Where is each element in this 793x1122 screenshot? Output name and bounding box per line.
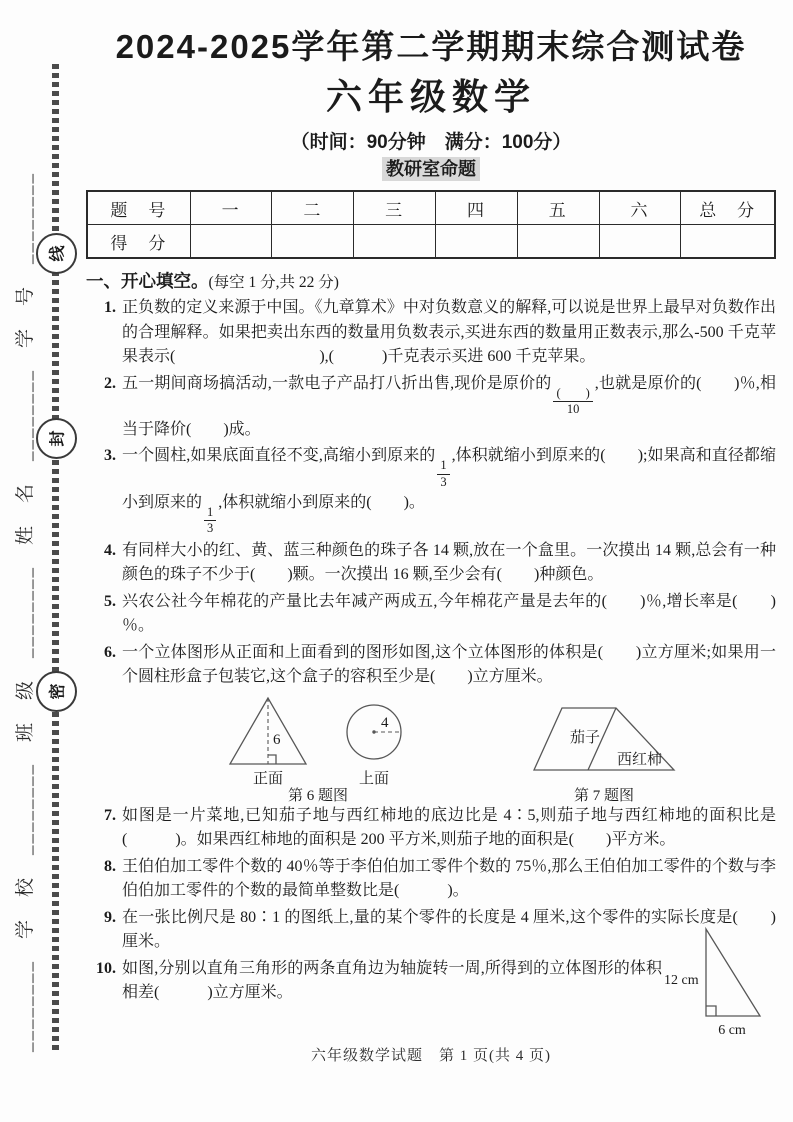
question-text: 有同样大小的红、黄、蓝三种颜色的珠子各 14 颗,放在一个盒里。一次摸出 14 颗,总会有一种颜色的珠子不少于( )颗。一次摸出 16 颗,至少会有( )种颜色。 [122,541,776,584]
question-text: 如图是一片菜地,已知茄子地与西红柿地的底边比是 4∶5,则茄子地与西红柿地的面积比是( )。如果西红柿地的面积是 200 平方米,则茄子地的面积是( )平方米。 [122,806,776,849]
section-note: (每空 1 分,共 22 分) [208,274,339,292]
question-5 [86,590,776,639]
question-number: 7. [104,806,116,824]
binding-dotted-line [52,64,59,1052]
score-cell [190,225,272,259]
question-8 [86,855,776,904]
score-table-header-row [87,191,775,225]
header-col-1: 一 [190,191,272,225]
seal-circle-feng [36,418,77,459]
score-cell [272,225,354,259]
header-question-no: 题 号 [87,191,190,225]
header-total: 总 分 [681,191,775,225]
seal-char: 线 [49,245,67,262]
question-2 [86,372,776,443]
header-col-5: 五 [517,191,599,225]
question-text: 正负数的定义来源于中国。《九章算术》中对负数意义的解释,可以说是世界上最早对负数作出的合理解释。如果把卖出东西的数量用负数表示,买进东西的数量用正数表示,那么-500 千克苹果表示( ),( )千克表示买进 600 千克苹果。 [122,299,776,366]
right-triangle [706,929,760,1016]
question-text: 五一期间商场搞活动,一款电子产品打八折出售,现价是原价的 $\frac{( )}{10}$ ,也就是原价的( )％,相当于降价( )成。 [122,374,776,438]
seal-char: 封 [49,430,67,447]
question-number: 1. [104,299,116,317]
figure-q10-right-triangle [662,923,774,1041]
question-number: 9. [104,908,116,926]
question-6 [86,641,776,690]
right-angle-mark [268,755,276,764]
question-number: 2. [104,374,116,392]
section-heading [86,269,776,294]
seal-circle-mi [36,671,77,712]
question-number: 8. [104,857,116,875]
question-text: 在一张比例尺是 80∶1 的图纸上,量的某个零件的长度是 4 厘米,这个零件的实际长度是( )厘米。 [122,908,776,951]
score-table-score-row [87,225,775,259]
question-number: 6. [104,643,116,661]
triangle-height-label: 6 [273,731,281,748]
question-text: 王伯伯加工零件个数的 40％等于李伯伯加工零件个数的 75％,那么王伯伯加工零件的个数与李伯伯加工零件的个数的最简单整数比是( )。 [122,857,776,900]
question-number: 5. [104,592,116,610]
score-cell-total [681,225,775,259]
header-col-2: 二 [272,191,354,225]
triangle-height-label: 12 cm [664,972,699,988]
figure-row [86,694,776,802]
figure-q6-views [214,694,436,802]
figure-7-caption: 第 7 题图 [573,787,635,802]
question-number: 10. [96,959,116,977]
fraction: $\frac{1}{3}$ [437,458,449,490]
figure-q7-field [524,694,694,802]
score-cell [354,225,436,259]
student-info-fields: ________ 学 校 ________ 班 级 ________ 姓 名 ________ 学 号 ________ [15,171,36,1052]
question-text: 一个立体图形从正面和上面看到的图形如图,这个立体图形的体积是( )立方厘米;如果用一个圆柱形盒子包装它,这个盒子的容积至少是( )立方厘米。 [122,643,776,686]
header-col-6: 六 [599,191,681,225]
question-10-row [86,955,776,1041]
question-4 [86,539,776,588]
right-angle-mark [706,1006,716,1016]
question-number: 4. [104,541,116,559]
score-cell [517,225,599,259]
figure-6-caption: 第 6 题图 [287,787,349,802]
fraction: $\frac{( )}{10}$ [553,386,592,418]
top-view-label: 上面 [358,770,390,787]
question-text: 一个圆柱,如果底面直径不变,高缩小到原来的 $\frac{1}{3}$ ,体积就缩小到原来的( );如果高和直径都缩小到原来的 $\frac{1}{3}$ ,体积就缩小到原来的( )。 [122,447,776,536]
question-1 [86,296,776,370]
question-7 [86,804,776,853]
question-10 [86,957,662,1006]
circle-radius-label: 4 [381,714,389,731]
seal-char: 密 [49,683,67,700]
paper-subtitle: 六年级数学 [325,75,536,117]
section-title: 一、开心填空。 [86,271,209,292]
question-text: 如图,分别以直角三角形的两条直角边为轴旋转一周,所得到的立体图形的体积相差( )立方厘米。 [122,959,662,1002]
triangle-base-label: 6 cm [718,1022,746,1038]
tomato-region-label: 西红柿 [617,751,663,768]
seal-circle-xian [36,233,77,274]
fraction: $\frac{1}{3}$ [204,505,216,537]
source-wrap [86,157,776,181]
source-label: 教研室命题 [382,157,480,181]
header-col-4: 四 [436,191,518,225]
front-view-label: 正面 [252,770,284,787]
question-text: 兴农公社今年棉花的产量比去年减产两成五,今年棉花产量是去年的( )％,增长率是( )％。 [122,592,776,635]
row-label-score: 得 分 [87,225,190,259]
score-table [86,190,776,259]
paper-title: 2024-2025学年第二学期期末综合测试卷 [115,28,747,65]
eggplant-region-label: 茄子 [570,729,601,746]
main-content [86,26,776,1041]
binding-sidebar [0,0,84,1122]
score-cell [599,225,681,259]
question-3 [86,444,776,537]
question-number: 3. [104,447,116,465]
page-footer: 六年级数学试题 第 1 页(共 4 页) [311,1048,551,1064]
time-score-info: （时间：90分钟 满分：100分） [290,132,572,154]
header-col-3: 三 [354,191,436,225]
score-cell [436,225,518,259]
